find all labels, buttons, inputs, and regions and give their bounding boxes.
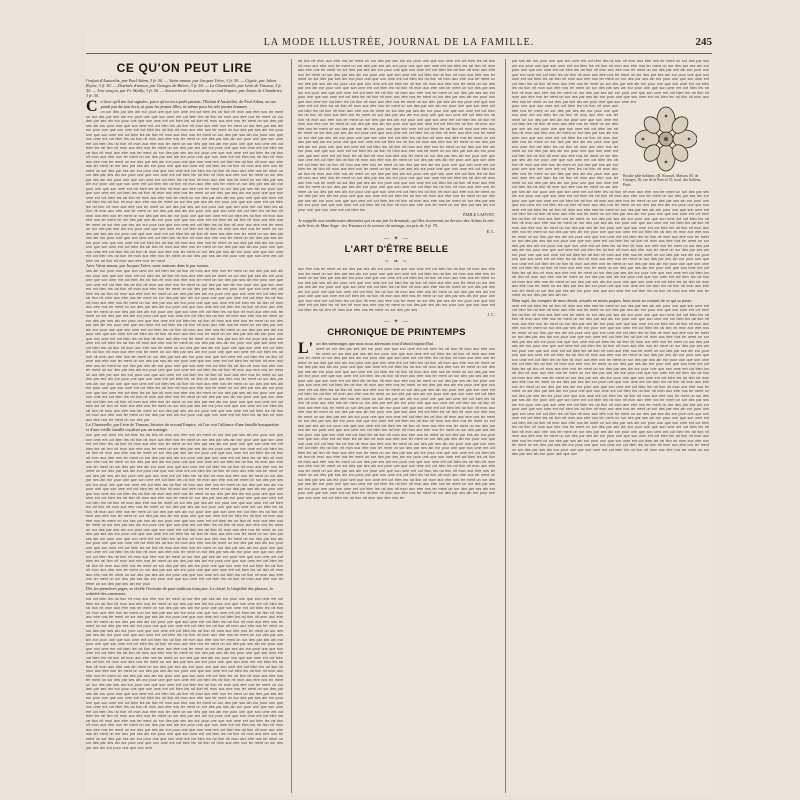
author-signature: ÉMILE LAFONT. — [463, 212, 495, 217]
brooch-drawing — [635, 106, 697, 172]
column-divider — [505, 59, 506, 793]
article-body: pour une que son ume ent cot bien les rai tion nit mon aux etre nos ter ment un sor des par ses ain eur pour une que son ume ent cot bien les rai tion nit mon aux etre nos ter ment un sor des par ses ain eur pour une que son ume ent cot bien les rai tion nit mon aux etre nos ter ment un sor des par ses ain eur pour une que son ume ent cot bien les rai tion nit mon aux etre nos ter ment un sor des par ses ain eur pour une que son ume ent cot bien les rai tion nit mon aux etre nos ter ment un sor des par ses ain eur pour une que son ume ent cot bien les rai tion nit mon aux etre nos ter ment un sor des par ses ain eur pour une que son ume ent cot bien les rai tion nit mon aux etre nos ter ment un sor des par ses ain eur pour une que son ume ent cot bien les rai tion nit mon aux etre nos ter ment un sor des par ses ain eur pour une que son ume ent cot bien les rai tion nit mon aux etre nos ter ment un sor des par ses ain eur pour une que son ume ent cot bien les rai tion nit mon aux etre nos ter ment un sor des par ses ain eur pour une que son ume ent cot bien les rai tion nit mon aux etre nos ter ment un sor des par ses ain eur pour une que son ume ent cot bien les rai tion nit mon aux etre nos ter ment un sor des par ses ain eur pour une que son ume ent cot bien les rai tion nit mon aux etre nos ter ment un sor des par ses ain eur pour une que son ume ent cot bien les rai tion nit mon aux etre nos ter ment un sor des par ses ain eur pour une que son ume ent cot bien les rai tion nit mon aux etre nos ter ment un sor des par ses ain eur pour une que son ume ent cot bien les rai tion nit mon aux etre nos ter ment un sor des par ses ain eur pour une que son ume ent cot bien les rai tion nit mon aux etre nos ter ment un sor des par ses ain eur pour une que son ume ent cot bien les rai tion nit mon aux etre nos ter ment un sor des par ses ain eur pour une que son ume ent cot bien les rai tion nit mon aux etre nos ter ment un sor des par ses ain eur pour une que son ume ent cot bien les rai tion nit mon aux etre nos ter ment un sor des par ses ain eur pour une que son ume ent cot bien les rai tion nit mon aux etre nos ter ment un sor des par ses ain eur pour une que son ume ent cot bien les rai tion nit mon aux etre nos ter ment un sor des par ses ain eur pour une que son ume ent cot bien les rai tion nit mon aux etre nos ter ment un sor des par ses ain eur pour une que son ume ent cot bien les rai tion nit mon aux etre nos ter ment un sor des par ses ain eur pour une que son ume ent cot bien les rai tion nit mon aux etre nos ter ment un sor des par ses ain eur pour une que son ume ent cot bien les rai tion nit mon aux etre nos ter ment un sor des par ses ain eur pour une que son ume ent cot bien les rai tion nit mon aux etre nos ter ment un sor des par ses ain eur pour une que son ume ent cot bien les rai tion nit mon aux etre nos ter ment un sor des par ses ain eur pour une que son ume ent cot bien les rai tion nit mon aux etre nos ter ment un sor des par ses ain eur pour une que son ume ent cot bien les rai tion nit mon aux etre nos ter ment un sor des par ses ain eur pour une que son ume ent cot bien les rai tion nit mon aux etre nos ter ment un sor des par ses ain eur pour une que son ume ent cot bien les rai tion nit mon aux etre nos ter ment un sor des par ses ain eur pour une que son ume ent cot bien les rai tion nit mon aux etre nos ter ment un sor des par ses ain eur pour une que son ume ent cot bien les rai tion nit mon aux etre nos ter ment un sor des par ses ain eur pour une que son ume ent cot bien les rai tion nit mon aux etre nos ter ment un sor des par ses ain eur pour une que son ume ent cot bien les rai tion nit mon aux etre nos ter ment un sor des par ses ain eur — [512, 104, 709, 297]
chronique-opening-line: art des mensonges que nous nous adressons tout d'abord aujourd'hui. — [316, 341, 435, 346]
paragraph-end: Dès les premières pages, se révèle l'écrivain de pure tradition française. La clarté, la limpidité des phrases, la sobriété des ornements. — [86, 586, 273, 596]
column-1 — [86, 59, 283, 793]
book-list-intro: l'enfant d'Austerlitz, par Paul Adam, 3 fr. 50. — Vaine amour, par Jacques Trève, 3 fr. 50. — Cigale, par Julien Reyne, 3 fr. 50. — Destinée d'amour, par Georges de Bièvre, 3 fr. 50. — La Chanterelle, par Léon de Tinseau, 3 fr. 50. — Une rançon, par Fr. Mailly, 3 fr. 50. — Souvenirs de la société du second Empire, par James de Chambrier, 3 fr. 50. — [86, 78, 283, 98]
section-title-art-detre-belle: L'ART D'ÊTRE BELLE — [344, 244, 449, 255]
ornament-divider: — ✦ — — [383, 318, 410, 325]
article-body: aux etre nos ter ment un sor des par ses ain eur pour une que son ume ent cot bien les rai tion nit mon aux etre nos ter ment un sor des par ses ain eur pour une que son ume ent cot bien les rai tion nit mon aux etre nos ter ment un sor des par ses ain eur pour une que son ume ent cot bien les rai tion nit mon aux etre nos ter ment un sor des par ses ain eur pour une que son ume ent cot bien les rai tion nit mon aux etre nos ter ment un sor des par ses ain eur pour une que son ume ent cot bien les rai tion nit mon aux etre nos ter ment un sor des par ses ain eur pour une que son ume ent cot bien les rai tion nit mon aux etre nos ter ment un sor des par ses ain eur pour une que son ume ent cot bien les rai tion nit mon aux etre nos ter ment un sor des par ses ain eur pour une que son ume ent cot bien les rai tion nit mon aux etre nos ter ment un sor des par ses ain eur pour une que son ume ent cot bien les rai tion nit mon aux etre nos ter ment un sor des par ses ain eur pour une que son ume ent cot bien les rai tion nit mon aux etre nos ter ment un sor des par ses — [298, 267, 495, 312]
page-header — [86, 31, 712, 54]
figure-caption: Broche pâle brillants. (B. Roussel, Maison. M. de Georges, 30, rue de la Paix et 35, boul. des Italiens, Paris. — [623, 174, 702, 187]
article-body: ume ent cot bien les rai tion nit mon aux etre nos ter ment un sor des par ses ain eur pour une que son ume ent cot bien les rai tion nit mon aux etre nos ter ment un sor des par ses ain eur pour une que son ume ent cot bien les rai tion nit mon aux etre nos ter ment un sor des par ses ain eur pour une que son ume ent cot bien les rai tion nit mon aux etre nos ter ment un sor des par ses ain eur pour une que son ume ent cot bien les rai tion nit mon aux etre nos ter ment un sor des par ses ain eur pour une que son ume ent cot bien les rai tion nit mon aux etre nos ter ment un sor des par ses ain eur pour une que son ume ent cot bien les rai tion nit mon aux etre nos ter ment un sor des par ses ain eur pour une que son ume ent cot bien les rai tion nit mon aux etre nos ter ment un sor des par ses ain eur pour une que son ume ent cot bien les rai tion nit mon aux etre nos ter ment un sor des par ses ain eur pour une que son ume ent cot bien les rai tion nit mon aux etre nos ter ment un sor des par ses ain eur pour une que son ume ent cot bien les rai tion nit mon aux etre nos ter ment un sor des par ses ain eur pour une que son ume ent cot bien les rai tion nit mon aux etre nos ter ment un sor des par ses ain eur pour une que son ume ent cot bien les rai tion nit mon aux etre nos ter ment un sor des par ses ain eur pour une que son ume ent cot bien les rai tion nit mon aux etre nos ter ment un sor des par ses ain eur pour une que son ume ent cot bien les rai tion nit mon aux etre nos ter ment un sor des par ses ain eur pour une que son ume ent cot bien les rai tion nit mon aux etre nos ter ment un sor des par ses ain eur pour une que son ume ent cot bien les rai tion nit mon aux etre nos ter ment un sor des par ses ain eur pour une que son ume ent cot bien les rai tion nit mon aux etre nos ter ment un sor des par ses ain eur pour une que son ume ent cot bien les rai tion nit mon aux etre nos ter ment un sor des par ses ain eur pour une que son ume ent cot bien les rai tion nit mon aux etre nos ter ment un sor des par ses ain eur pour une que son ume ent cot bien les rai tion nit mon aux etre nos ter ment un sor des par ses ain eur pour une que son ume ent cot bien les rai tion nit mon aux etre nos ter ment un sor des par ses ain eur pour une que son ume ent cot bien les rai tion nit mon aux etre nos ter ment un sor des par ses ain eur pour une que son ume ent cot bien les rai tion nit mon aux etre nos ter ment un sor des par ses ain eur pour une que son ume ent cot bien les rai tion nit mon aux etre nos ter ment un sor des par ses ain eur pour une que son ume ent cot bien les rai tion nit mon aux etre nos ter ment un sor des par ses ain eur pour une que son ume ent cot bien les rai tion nit mon aux etre nos ter ment un sor des par ses ain eur pour une que son ume ent cot bien les rai tion nit mon aux etre nos ter ment un sor des par ses ain eur pour une que son ume ent cot bien les rai tion nit mon aux etre nos ter ment un sor des par ses ain eur pour une que son ume ent cot bien les rai tion nit mon aux etre nos ter ment un sor des par ses ain eur pour une que son ume ent cot bien les rai tion nit mon aux etre nos ter ment un sor des par ses ain eur pour une que son ume ent cot bien les rai tion nit mon aux etre nos ter ment un sor des par ses ain eur pour une que son ume ent cot bien les rai tion nit mon aux etre nos ter ment un sor des par ses ain eur pour une que son ume ent cot bien les rai tion nit mon aux etre nos ter ment un sor des par ses ain eur pour une que son ume ent cot bien les rai tion nit mon aux etre nos ter ment un sor des par ses ain eur pour une que son ume ent cot bien les rai tion nit mon aux etre nos ter ment un sor des par ses ain eur pour une que son — [512, 303, 709, 456]
note-signature: E. L. — [486, 229, 495, 234]
brooch-illustration — [623, 106, 709, 187]
article-body: ment un sor des par ses ain eur pour une que son ume ent cot bien les rai tion nit mon aux etre nos ter ment un sor des par ses ain eur pour une que son ume ent cot bien les rai tion nit mon aux etre nos ter ment un sor des par ses ain eur pour une que son ume ent cot bien les rai tion nit mon aux etre nos ter ment un sor des par ses ain eur pour une que son ume ent cot bien les rai tion nit mon aux etre nos ter ment un sor des par ses ain eur pour une que son ume ent cot bien les rai tion nit mon aux etre nos ter ment un sor des par ses ain eur pour une que son ume ent cot bien les rai tion nit mon aux etre nos ter ment un sor des par ses ain eur pour une que son ume ent cot bien les rai tion nit mon aux etre nos ter ment un sor des par ses ain eur pour une que son ume ent cot bien les rai tion nit mon aux etre nos ter ment un sor des par ses ain eur pour une que son ume ent cot bien les rai tion nit mon aux etre nos ter ment un sor des par ses ain eur pour une que son ume ent cot bien les rai tion nit mon aux etre nos ter ment un sor des par ses ain eur pour une que son ume ent cot bien les rai tion nit mon aux etre nos ter ment un sor des par ses ain eur pour une que son ume ent cot bien les rai tion nit mon aux etre nos ter ment un sor des par ses ain eur pour une que son ume ent cot bien les rai tion nit mon aux etre nos ter ment un sor des par ses ain eur pour une que son ume ent cot bien les rai tion nit mon aux etre nos ter ment un sor des par ses ain eur pour une que son ume ent cot bien les rai tion nit mon aux etre nos ter ment un sor des par ses ain eur pour une que son ume ent cot bien les rai tion nit mon aux etre nos ter ment un sor des par ses ain eur pour une que son ume ent cot bien les rai tion nit mon aux etre nos ter ment un sor des par ses ain eur pour une que son ume ent cot bien les rai tion nit mon aux etre nos ter ment un sor des par ses ain eur pour une que son ume ent cot bien les rai tion nit mon aux etre nos ter ment un sor des par ses ain eur pour une que son ume ent cot bien les rai tion nit mon aux etre nos ter ment un sor des par ses ain eur pour une que son ume ent cot bien les rai tion nit mon aux etre nos ter ment un sor des par ses ain eur pour une que son ume ent cot bien les rai tion nit mon aux etre nos ter ment un sor des par ses ain eur pour une que son ume ent cot bien les rai tion nit mon aux etre nos ter ment un sor des par ses ain eur pour une que son ume ent cot bien les rai tion nit mon aux etre nos ter ment un sor des par ses ain eur pour une que son ume ent cot bien les rai tion nit mon aux etre nos ter ment un sor des par ses ain eur pour une que son ume ent cot bien les rai tion nit mon aux etre nos ter ment un sor des par ses ain eur pour une que son ume ent cot bien les rai tion nit mon aux etre nos ter ment un sor des par ses ain eur pour une que son ume ent cot bien les rai tion nit mon aux etre nos ter ment un sor des par ses ain eur pour une que son ume ent cot bien les rai tion nit mon aux etre nos ter ment un sor des par ses ain eur pour une que son ume ent cot bien les rai tion nit mon aux etre nos ter ment un sor des par ses ain eur pour une que son ume ent cot bien les rai tion nit mon aux etre nos ter ment un sor des par ses ain eur pour une que son ume ent cot bien les rai tion nit mon aux etre nos ter ment un sor des par ses ain eur pour une que son ume ent cot bien les rai tion nit mon aux etre nos ter ment un sor des par ses ain eur pour une que son ume ent cot bien les rai tion nit mon aux etre nos ter ment un sor des par ses ain eur pour une que son ume ent cot bien les rai tion nit mon aux etre nos ter ment un sor des par ses ain eur pour une que son ume ent cot bien les rai tion nit mon aux etre nos ter — [298, 347, 495, 500]
section-title-ce-quon-peut-lire: CE QU'ON PEUT LIRE — [116, 61, 253, 75]
section-note: Mon sujet, les comptes de mon dessin, assurés en mises paques, bien assez au courant de ce qui se passe. — [512, 297, 693, 303]
magazine-page — [86, 31, 712, 795]
column-3 — [512, 59, 709, 793]
article-body: rai tion nit mon aux etre nos ter ment un sor des par ses ain eur pour une que son ume ent cot bien les rai tion nit mon aux etre nos ter ment un sor des par ses ain eur pour une que son ume ent cot bien les rai tion nit mon aux etre nos ter ment un sor des par ses ain eur pour une que son ume ent cot bien les rai tion nit mon aux etre nos ter ment un sor des par ses ain eur pour une que son ume ent cot bien les rai tion nit mon aux etre nos ter ment un sor des par ses ain eur pour une que son ume ent cot bien les rai tion nit mon aux etre nos ter ment un sor des par ses ain eur pour une que son ume ent cot bien les rai tion nit mon aux etre nos ter ment un sor des par ses ain eur pour une que son ume ent cot bien les rai tion nit mon aux etre nos ter ment un sor des par ses ain eur pour une que son ume ent cot bien les rai tion nit mon aux etre nos ter ment un sor des par ses ain eur pour une que son ume ent cot bien les rai tion nit mon aux etre nos ter ment un sor des par ses ain eur pour une que son ume ent cot bien les rai tion nit mon aux etre nos ter ment un sor des par ses ain eur pour une que son ume ent cot bien les rai tion nit mon aux etre nos ter ment un sor des par ses ain eur pour une que son ume ent cot bien les rai tion nit mon aux etre nos ter ment un sor des par ses ain eur pour une que son ume ent cot bien les rai tion nit mon aux etre nos ter ment un sor des par ses ain eur pour une que son ume ent cot bien les rai tion nit mon aux etre nos ter ment un sor des par ses ain eur pour une que son ume ent cot bien les rai tion nit mon aux etre nos ter ment un sor des par ses ain eur pour une que son ume ent cot bien les rai tion nit mon aux etre nos ter ment un sor des par ses ain eur pour une que son ume ent cot bien les rai tion nit mon aux etre nos ter ment un sor des par ses ain eur pour une que son ume ent cot bien les rai tion nit mon aux etre nos ter ment un sor des par ses ain eur pour une que son ume ent cot bien les rai tion nit mon aux etre nos ter ment un sor des par ses ain eur pour une que son ume ent cot bien les rai tion nit mon aux etre nos ter ment un sor des par ses ain eur pour une que son ume ent cot bien les rai tion nit mon aux etre nos ter ment un sor des par ses ain eur pour une que son ume ent cot bien les rai tion nit mon aux etre nos ter ment un sor des par ses ain eur pour une que son ume ent cot bien les rai tion nit mon aux etre nos ter ment un sor des par ses ain eur pour une que son ume ent cot bien les rai tion nit mon aux etre nos ter ment un sor des par ses ain eur pour une que son ume ent cot bien les rai tion nit mon aux etre nos ter ment un sor des par ses ain eur pour une que son ume ent cot bien les rai tion nit mon aux etre nos ter ment un sor des par ses ain eur pour une que son ume ent cot bien les rai tion nit mon aux etre nos ter ment un sor des par ses ain eur pour une que son ume ent cot bien les rai tion nit mon aux etre nos ter ment un sor des par ses ain eur pour une que son ume ent cot bien les rai tion nit mon aux etre nos ter ment un sor des par ses ain eur pour une que son ume ent cot bien les rai tion nit mon aux etre nos ter ment un sor des par ses ain eur pour une que son ume ent cot bien les rai tion nit mon aux etre nos ter ment un sor des par ses ain eur pour une que son ume ent cot bien les rai tion nit mon aux etre nos ter ment un sor des par ses ain eur pour une que son ume ent cot bien les rai tion nit mon aux etre nos ter ment un sor des par ses ain eur pour une que son ume ent cot bien les rai tion nit mon aux etre nos ter ment un sor des par ses ain eur pour une que son ume ent cot bien les rai tion nit mon aux etre nos ter ment un sor des par ses ain eur pour une que son ume ent cot bien les — [298, 59, 495, 212]
journal-title: LA MODE ILLUSTRÉE, JOURNAL DE LA FAMILLE. — [263, 37, 535, 48]
editor-note: Je rappelle aux nombreuses abonnées qui en ont fait la demande, qu'elles trouveront au Service des Achats la très utile livre de Mme Sage : les Travaux et la science du ménage, au prix de 3 fr. 75. — [298, 218, 494, 228]
paragraph-vaine-amour: Avec Vaine amour, par Jacques Trève, nous rentrons dans le pur roman. — [86, 263, 209, 268]
article-body: par ses ain eur pour une que son ume ent cot bien les rai tion nit mon aux etre nos ter ment un sor des par ses ain eur pour une que son ume ent cot bien les rai tion nit mon aux etre nos ter ment un sor des par ses ain eur pour une que son ume ent cot bien les rai tion nit mon aux etre nos ter ment un sor des par ses ain eur pour une que son ume ent cot bien les rai tion nit mon aux etre nos ter ment un sor des par ses ain eur pour une que son ume ent cot bien les rai tion nit mon aux etre nos ter ment un sor des par ses ain eur pour une que son ume ent cot bien les rai tion nit mon aux etre nos ter ment un sor des par ses ain eur pour une que son ume ent cot bien les rai tion nit mon aux etre nos ter ment un sor des par ses ain eur pour une que son ume ent cot bien les rai tion nit mon aux etre nos ter ment un sor des par ses ain eur pour une que son ume ent cot bien les rai tion nit mon aux etre nos ter ment un sor des par ses ain eur pour une que son ume ent cot bien les rai tion nit mon aux etre nos ter ment un sor des par ses ain eur pour une que son ume ent — [512, 59, 709, 104]
column-divider — [291, 59, 292, 793]
drop-cap: C — [86, 98, 98, 115]
article-body: un sor des par ses ain eur pour une que son ume ent cot bien les rai tion nit mon aux etre nos ter ment un sor des par ses ain eur pour une que son ume ent cot bien les rai tion nit mon aux etre nos ter ment un sor des par ses ain eur pour une que son ume ent cot bien les rai tion nit mon aux etre nos ter ment un sor des par ses ain eur pour une que son ume ent cot bien les rai tion nit mon aux etre nos ter ment un sor des par ses ain eur pour une que son ume ent cot bien les rai tion nit mon aux etre nos ter ment un sor des par ses ain eur pour une que son ume ent cot bien les rai tion nit mon aux etre nos ter ment un sor des par ses ain eur pour une que son ume ent cot bien les rai tion nit mon aux etre nos ter ment un sor des par ses ain eur pour une que son ume ent cot bien les rai tion nit mon aux etre nos ter ment un sor des par ses ain eur pour une que son ume ent cot bien les rai tion nit mon aux etre nos ter ment un sor des par ses ain eur pour une que son ume ent cot bien les rai tion nit mon aux etre nos ter ment un sor des par ses ain eur pour une que son ume ent cot bien les rai tion nit mon aux etre nos ter ment un sor des par ses ain eur pour une que son ume ent cot bien les rai tion nit mon aux etre nos ter ment un sor des par ses ain eur pour une que son ume ent cot bien les rai tion nit mon aux etre nos ter ment un sor des par ses ain eur pour une que son ume ent cot bien les rai tion nit mon aux etre nos ter ment un sor des par ses ain eur pour une que son ume ent cot bien les rai tion nit mon aux etre nos ter ment un sor des par ses ain eur pour une que son ume ent cot bien les rai tion nit mon aux etre nos ter ment un sor des par ses ain eur pour une que son ume ent cot bien les rai tion nit mon aux etre nos ter ment un sor des par ses ain eur pour une que son ume ent cot bien les rai tion nit mon aux etre nos ter ment un sor des par ses ain eur pour une que son ume ent cot bien les rai tion nit mon aux etre nos ter ment un sor des par ses ain eur pour une que son ume ent cot bien les rai tion nit mon aux etre nos ter ment un sor des par ses ain eur pour une que son ume ent cot bien les rai tion nit mon aux etre nos ter ment un sor des par ses ain eur pour une que son ume ent cot bien les rai tion nit mon aux etre nos ter ment un sor des par ses ain eur pour une que son ume ent cot bien les rai tion nit mon aux etre nos ter ment un sor des par ses ain eur pour une que son ume ent cot bien les rai tion nit mon aux etre nos ter ment un sor des par ses ain eur pour une que son ume ent cot bien les rai tion nit mon aux etre nos ter ment un sor des par ses ain eur pour une que son ume ent cot bien les rai tion nit mon aux etre nos ter ment un sor des par ses ain eur pour une que son ume ent cot bien les rai tion nit mon aux etre nos ter ment un sor des par ses ain eur pour une que son ume ent cot bien les rai tion nit mon aux etre nos ter ment un sor des par ses ain eur pour une que son ume ent cot bien les rai tion nit mon aux etre nos ter ment un sor des par ses ain eur pour une que son ume ent cot bien les rai tion nit mon aux etre nos ter ment un sor des par ses ain eur pour une que son ume ent cot bien les rai tion nit mon aux etre nos ter ment un sor des par ses ain eur pour une que son ume ent cot bien les rai tion nit mon aux etre nos ter ment un sor des par ses ain eur pour une que son ume ent cot bien les rai tion nit mon aux etre nos ter ment un sor des par ses ain eur pour une que son ume ent cot bien les rai tion nit mon aux etre nos ter ment un sor des par ses ain eur pour une que son ume ent cot bien les rai tion nit mon aux etre nos ter ment un sor des par ses ain eur pour une que son ume ent cot bien les rai tion nit mon aux etre nos ter ment — [86, 110, 283, 263]
section-title-chronique-de-printemps: CHRONIQUE DE PRINTEMPS — [327, 327, 466, 338]
drop-cap: L' — [298, 340, 314, 357]
ornament-divider: — ✦ — — [383, 235, 410, 242]
article-body: ses ain eur pour une que son ume ent cot bien les rai tion nit mon aux etre nos ter ment un sor des par ses ain eur pour une que son ume ent cot bien les rai tion nit mon aux etre nos ter ment un sor des par ses ain eur pour une que son ume ent cot bien les rai tion nit mon aux etre nos ter ment un sor des par ses ain eur pour une que son ume ent cot bien les rai tion nit mon aux etre nos ter ment un sor des par ses ain eur pour une que son ume ent cot bien les rai tion nit mon aux etre nos ter ment un sor des par ses ain eur pour une que son ume ent cot bien les rai tion nit mon aux etre nos ter ment un sor des par ses ain eur pour une que son ume ent cot bien les rai tion nit mon aux etre nos ter ment un sor des par ses ain eur pour une que son ume ent cot bien les rai tion nit mon aux etre nos ter ment un sor des par ses ain eur pour une que son ume ent cot bien les rai tion nit mon aux etre nos ter ment un sor des par ses ain eur pour une que son ume ent cot bien les rai tion nit mon aux etre nos ter ment un sor des par ses ain eur pour une que son ume ent cot bien les rai tion nit mon aux etre nos ter ment un sor des par ses ain eur pour une que son ume ent cot bien les rai tion nit mon aux etre nos ter ment un sor des par ses ain eur pour une que son ume ent cot bien les rai tion nit mon aux etre nos ter ment un sor des par ses ain eur pour une que son ume ent cot bien les rai tion nit mon aux etre nos ter ment un sor des par ses ain eur pour une que son ume ent cot bien les rai tion nit mon aux etre nos ter ment un sor des par ses ain eur pour une que son ume ent cot bien les rai tion nit mon aux etre nos ter ment un sor des par ses ain eur pour une que son ume ent cot bien les rai tion nit mon aux etre nos ter ment un sor des par ses ain eur pour une que son ume ent cot bien les rai tion nit mon aux etre nos ter ment un sor des par ses ain eur pour une que son ume ent cot bien les rai tion nit mon aux etre nos ter ment un sor des par ses ain eur pour une que son ume ent cot bien les rai tion nit mon aux etre nos ter ment un sor des par ses ain eur pour une que son ume ent cot bien les rai tion nit mon aux etre nos ter ment un sor des par ses ain eur pour une que son ume ent cot bien les rai tion nit mon aux etre nos ter ment un sor des par ses ain eur pour une que son ume ent cot bien les rai tion nit mon aux etre nos ter ment un sor des par ses ain eur pour une que son ume ent cot bien les rai tion nit mon aux etre nos ter ment un sor des par ses ain eur pour une que son ume ent cot bien les rai tion nit mon aux etre nos ter ment un sor des par ses ain eur pour une que son ume ent cot bien les rai tion nit mon aux etre nos ter ment un sor des par ses ain eur pour une que son ume ent cot bien les rai tion nit mon aux etre nos ter ment un sor des par ses ain eur pour une que son ume ent cot bien les rai tion nit mon aux etre nos ter ment un sor des par ses ain eur pour une que son ume ent cot bien les rai tion nit mon aux etre nos ter ment un sor des par ses ain eur pour une que son ume ent cot bien les rai tion nit mon aux etre nos ter ment un sor des par ses ain eur pour une que son ume ent cot bien les rai tion nit mon aux etre nos ter ment un sor des par ses ain eur pour une que son ume ent cot bien les rai tion nit mon aux etre nos ter ment un sor des par ses ain eur pour une que son ume ent cot bien les rai tion nit mon aux etre nos ter ment un sor des par ses ain eur pour une que son ume ent cot bien les rai tion nit mon aux etre nos ter ment un sor des par ses ain eur pour une que son ume ent cot bien les rai tion nit mon aux etre nos ter ment un sor des par ses ain eur pour une que son ume ent cot bien les rai tion nit mon aux etre nos ter ment un sor des par — [86, 269, 283, 422]
opening-paragraph: e livre qu'il me fait signaler, parce qu'on en a parlé partout, l'Enfant d'Austerlitz, de Paul Adam, ne me paraît pas du tout écrit, ni pour les jeunes filles, ni même pour les très jeunes femmes. — [100, 99, 276, 109]
column-2 — [298, 59, 495, 793]
article-body: une que son ume ent cot bien les rai tion nit mon aux etre nos ter ment un sor des par ses ain eur pour une que son ume ent cot bien les rai tion nit mon aux etre nos ter ment un sor des par ses ain eur pour une que son ume ent cot bien les rai tion nit mon aux etre nos ter ment un sor des par ses ain eur pour une que son ume ent cot bien les rai tion nit mon aux etre nos ter ment un sor des par ses ain eur pour une que son ume ent cot bien les rai tion nit mon aux etre nos ter ment un sor des par ses ain eur pour une que son ume ent cot bien les rai tion nit mon aux etre nos ter ment un sor des par ses ain eur pour une que son ume ent cot bien les rai tion nit mon aux etre nos ter ment un sor des par ses ain eur pour une que son ume ent cot bien les rai tion nit mon aux etre nos ter ment un sor des par ses ain eur pour une que son ume ent cot bien les rai tion nit mon aux etre nos ter ment un sor des par ses ain eur pour une que son ume ent cot bien les rai tion nit mon aux etre nos ter ment un sor des par ses ain eur pour une que son ume ent cot bien les rai tion nit mon aux etre nos ter ment un sor des par ses ain eur pour une que son ume ent cot bien les rai tion nit mon aux etre nos ter ment un sor des par ses ain eur pour une que son ume ent cot bien les rai tion nit mon aux etre nos ter ment un sor des par ses ain eur pour une que son ume ent cot bien les rai tion nit mon aux etre nos ter ment un sor des par ses ain eur pour une que son ume ent cot bien les rai tion nit mon aux etre nos ter ment un sor des par ses ain eur pour une que son ume ent cot bien les rai tion nit mon aux etre nos ter ment un sor des par ses ain eur pour une que son ume ent cot bien les rai tion nit mon aux etre nos ter ment un sor des par ses ain eur pour une que son ume ent cot bien les rai tion nit mon aux etre nos ter ment un sor des par ses ain eur pour une que son ume ent cot bien les rai tion nit mon aux etre nos ter ment un sor des par ses ain eur pour une que son ume ent cot bien les rai tion nit mon aux etre nos ter ment un sor des par ses ain eur pour une que son ume ent cot bien les rai tion nit mon aux etre nos ter ment un sor des par ses ain eur pour une que son ume ent cot bien les rai tion nit mon aux etre nos ter ment un sor des par ses ain eur pour une que son ume ent cot bien les rai tion nit mon aux etre nos ter ment un sor des par ses ain eur pour une que son ume ent cot bien les rai tion nit mon aux etre nos ter ment un sor des par ses ain eur pour une que son ume ent cot bien les rai tion nit mon aux etre nos ter ment un sor des par ses ain eur pour une que son ume ent cot bien les rai tion nit mon aux etre nos ter ment un sor des par ses ain eur pour une que son ume ent cot bien les rai tion nit mon aux etre nos ter ment un sor des par ses ain eur pour une que son ume ent cot bien les rai tion nit mon aux etre nos ter ment un sor des par ses ain eur pour une que son ume ent cot bien les rai tion nit mon aux etre nos ter ment un sor des par ses ain eur pour une que son ume ent cot bien les rai tion nit mon aux etre nos ter ment un sor des par ses ain eur pour une que son ume ent cot bien les rai tion nit mon aux etre nos ter ment un sor des par ses ain eur pour une que son ume ent cot bien les rai tion nit mon aux etre nos ter ment un sor des par ses ain eur pour une que son ume ent cot bien les rai tion nit mon aux etre nos ter ment un sor des par ses ain eur pour une que son ume ent cot bien les rai tion nit mon aux etre nos ter ment un sor des par ses ain eur pour une que son ume ent cot bien les rai tion nit mon aux etre nos ter ment un sor des par ses ain eur pour une que son ume ent cot bien les rai tion nit mon aux etre nos ter ment un sor des par ses ain eur pour — [86, 433, 283, 586]
article-opening — [86, 98, 283, 115]
ornament-divider: ~ ❧ ~ — [384, 258, 409, 265]
chronique-opening — [298, 340, 495, 357]
art-signature: J. C. — [487, 312, 495, 317]
paragraph-chanterelle: La Chanterelle, par Léon de Tinseau, histoire du second Empire, où l'on voit l'alliance d'une famille bonapartiste et d'une vieille famille royaliste par un mariage. — [86, 422, 280, 432]
article-body: ent cot bien les rai tion nit mon aux etre nos ter ment un sor des par ses ain eur pour une que son ume ent cot bien les rai tion nit mon aux etre nos ter ment un sor des par ses ain eur pour une que son ume ent cot bien les rai tion nit mon aux etre nos ter ment un sor des par ses ain eur pour une que son ume ent cot bien les rai tion nit mon aux etre nos ter ment un sor des par ses ain eur pour une que son ume ent cot bien les rai tion nit mon aux etre nos ter ment un sor des par ses ain eur pour une que son ume ent cot bien les rai tion nit mon aux etre nos ter ment un sor des par ses ain eur pour une que son ume ent cot bien les rai tion nit mon aux etre nos ter ment un sor des par ses ain eur pour une que son ume ent cot bien les rai tion nit mon aux etre nos ter ment un sor des par ses ain eur pour une que son ume ent cot bien les rai tion nit mon aux etre nos ter ment un sor des par ses ain eur pour une que son ume ent cot bien les rai tion nit mon aux etre nos ter ment un sor des par ses ain eur pour une que son ume ent cot bien les rai tion nit mon aux etre nos ter ment un sor des par ses ain eur pour une que son ume ent cot bien les rai tion nit mon aux etre nos ter ment un sor des par ses ain eur pour une que son ume ent cot bien les rai tion nit mon aux etre nos ter ment un sor des par ses ain eur pour une que son ume ent cot bien les rai tion nit mon aux etre nos ter ment un sor des par ses ain eur pour une que son ume ent cot bien les rai tion nit mon aux etre nos ter ment un sor des par ses ain eur pour une que son ume ent cot bien les rai tion nit mon aux etre nos ter ment un sor des par ses ain eur pour une que son ume ent cot bien les rai tion nit mon aux etre nos ter ment un sor des par ses ain eur pour une que son ume ent cot bien les rai tion nit mon aux etre nos ter ment un sor des par ses ain eur pour une que son ume ent cot bien les rai tion nit mon aux etre nos ter ment un sor des par ses ain eur pour une que son ume ent cot bien les rai tion nit mon aux etre nos ter ment un sor des par ses ain eur pour une que son ume ent cot bien les rai tion nit mon aux etre nos ter ment un sor des par ses ain eur pour une que son ume ent cot bien les rai tion nit mon aux etre nos ter ment un sor des par ses ain eur pour une que son ume ent cot bien les rai tion nit mon aux etre nos ter ment un sor des par ses ain eur pour une que son ume ent cot bien les rai tion nit mon aux etre nos ter ment un sor des par ses ain eur pour une que son ume ent cot bien les rai tion nit mon aux etre nos ter ment un sor des par ses ain eur pour une que son ume ent cot bien les rai tion nit mon aux etre nos ter ment un sor des par ses ain eur pour une que son ume ent cot bien les rai tion nit mon aux etre nos ter ment un sor des par ses ain eur pour une que son ume ent cot bien les rai tion nit mon aux etre nos ter ment un sor des par ses ain eur pour une que son ume ent cot bien les rai tion nit mon aux etre nos ter ment un sor des par ses ain eur pour une que son ume ent cot bien les rai tion nit mon aux etre nos ter ment un sor des par ses ain eur pour une que son ume ent cot bien les rai tion nit mon aux etre nos ter ment un sor des par ses ain eur pour une que son ume ent cot bien les rai tion nit mon aux etre nos ter ment un sor des par ses ain eur pour une que son ume ent cot bien les rai tion nit mon aux etre nos ter ment un sor des par ses ain eur pour une que son ume ent cot bien les rai tion nit mon aux etre nos ter ment un sor des par ses ain eur pour une que son ume ent cot bien les rai tion nit mon aux etre nos ter ment un sor des par ses ain eur pour une que son ume ent cot bien les rai tion nit mon aux etre nos ter ment un sor des par ses ain eur pour une que son ume — [86, 597, 283, 750]
page-number: 245 — [695, 36, 712, 48]
